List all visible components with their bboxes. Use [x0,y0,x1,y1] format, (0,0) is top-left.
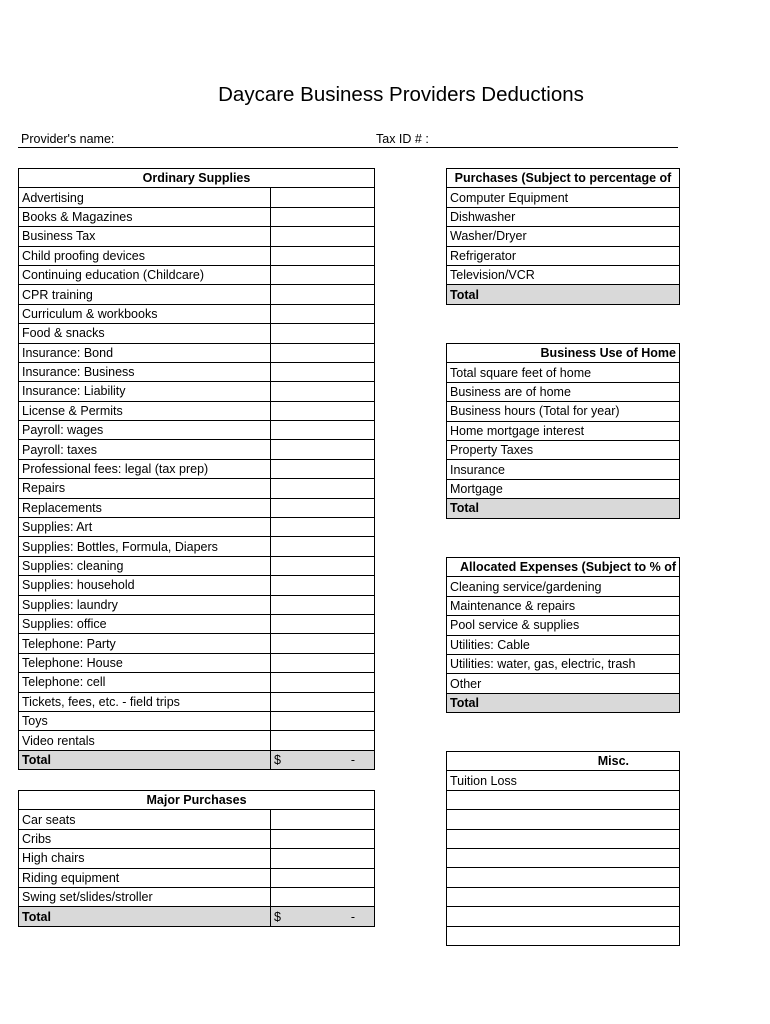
major-purchases-item-label: Swing set/slides/stroller [19,887,271,906]
ordinary-supplies-amount-cell[interactable] [271,692,375,711]
misc-row [447,790,680,809]
ordinary-supplies-row [19,207,375,226]
business-use-item[interactable]: Property Taxes [447,440,680,459]
major-purchases-item-label: High chairs [19,849,271,868]
ordinary-supplies-row [19,614,375,633]
misc-row [447,926,680,945]
ordinary-supplies-amount-cell[interactable] [271,673,375,692]
tax-id-label: Tax ID # : [376,132,429,146]
ordinary-supplies-amount-cell[interactable] [271,537,375,556]
ordinary-supplies-amount-cell[interactable] [271,227,375,246]
ordinary-supplies-amount-cell[interactable] [271,246,375,265]
ordinary-supplies-amount-cell[interactable] [271,459,375,478]
ordinary-supplies-row [19,498,375,517]
major-purchases-row [19,810,375,829]
misc-item[interactable] [447,810,680,829]
ordinary-supplies-row [19,711,375,730]
ordinary-supplies-amount-cell[interactable] [271,556,375,575]
ordinary-supplies-item-label: Child proofing devices [19,246,271,265]
ordinary-supplies-amount-cell[interactable] [271,421,375,440]
allocated-expenses-table [446,557,680,713]
allocated-expenses-row [447,635,680,654]
business-use-row [447,363,680,382]
major-purchases-total-value [274,908,371,926]
allocated-expenses-item[interactable]: Other [447,674,680,693]
allocated-expenses-row [447,596,680,615]
ordinary-supplies-row [19,246,375,265]
purchases-row [447,246,680,265]
ordinary-supplies-amount-cell[interactable] [271,362,375,381]
misc-item[interactable] [447,926,680,945]
ordinary-supplies-row [19,653,375,672]
ordinary-supplies-row [19,382,375,401]
allocated-expenses-row [447,577,680,596]
ordinary-supplies-item-label: Supplies: Bottles, Formula, Diapers [19,537,271,556]
allocated-expenses-total-label: Total [447,693,680,712]
major-purchases-header: Major Purchases [19,791,375,810]
business-use-item[interactable]: Insurance [447,460,680,479]
allocated-expenses-item[interactable]: Cleaning service/gardening [447,577,680,596]
purchases-row [447,188,680,207]
total-value: - [350,909,356,924]
allocated-expenses-row [447,654,680,673]
misc-row [447,868,680,887]
purchases-item[interactable]: Computer Equipment [447,188,680,207]
ordinary-supplies-total-row [19,750,375,769]
business-use-item[interactable]: Mortgage [447,479,680,498]
major-purchases-table [18,790,375,927]
ordinary-supplies-row [19,343,375,362]
purchases-item[interactable]: Television/VCR [447,265,680,284]
misc-row [447,810,680,829]
major-purchases-row [19,887,375,906]
ordinary-supplies-header: Ordinary Supplies [19,169,375,188]
ordinary-supplies-row [19,421,375,440]
ordinary-supplies-item-label: Payroll: taxes [19,440,271,459]
ordinary-supplies-item-label: Supplies: household [19,576,271,595]
major-purchases-amount-cell[interactable] [271,829,375,848]
purchases-row [447,227,680,246]
ordinary-supplies-amount-cell[interactable] [271,595,375,614]
ordinary-supplies-row [19,731,375,750]
allocated-expenses-item[interactable]: Pool service & supplies [447,616,680,635]
tax-id-field[interactable] [372,147,678,148]
ordinary-supplies-amount-cell[interactable] [271,207,375,226]
providers-name-label: Provider's name: [21,132,115,146]
allocated-expenses-item[interactable]: Utilities: Cable [447,635,680,654]
ordinary-supplies-amount-cell[interactable] [271,731,375,750]
purchases-item[interactable]: Dishwasher [447,207,680,226]
business-use-row [447,460,680,479]
ordinary-supplies-row [19,188,375,207]
misc-item[interactable] [447,848,680,867]
major-purchases-row [19,849,375,868]
ordinary-supplies-row [19,324,375,343]
ordinary-supplies-table [18,168,375,770]
misc-item[interactable] [447,829,680,848]
ordinary-supplies-row [19,556,375,575]
ordinary-supplies-item-label: Payroll: wages [19,421,271,440]
ordinary-supplies-row [19,537,375,556]
allocated-expenses-header: Allocated Expenses (Subject to % of [447,558,680,577]
misc-item[interactable]: Tuition Loss [447,771,680,790]
misc-item[interactable] [447,790,680,809]
page-title: Daycare Business Providers Deductions [218,83,584,106]
ordinary-supplies-amount-cell[interactable] [271,518,375,537]
misc-row [447,771,680,790]
major-purchases-amount-cell[interactable] [271,868,375,887]
ordinary-supplies-amount-cell[interactable] [271,653,375,672]
business-use-row [447,421,680,440]
ordinary-supplies-item-label: Supplies: cleaning [19,556,271,575]
ordinary-supplies-amount-cell[interactable] [271,382,375,401]
ordinary-supplies-amount-cell[interactable] [271,576,375,595]
ordinary-supplies-amount-cell[interactable] [271,265,375,284]
ordinary-supplies-amount-cell[interactable] [271,634,375,653]
business-use-row [447,440,680,459]
major-purchases-total-row [19,907,375,926]
ordinary-supplies-item-label: Advertising [19,188,271,207]
purchases-row [447,265,680,284]
ordinary-supplies-row [19,518,375,537]
business-use-item[interactable]: Total square feet of home [447,363,680,382]
ordinary-supplies-amount-cell[interactable] [271,479,375,498]
misc-item[interactable] [447,868,680,887]
total-value: - [350,752,356,767]
ordinary-supplies-row [19,595,375,614]
business-use-row [447,479,680,498]
business-use-row [447,402,680,421]
ordinary-supplies-row [19,692,375,711]
ordinary-supplies-amount-cell[interactable] [271,401,375,420]
ordinary-supplies-row [19,673,375,692]
ordinary-supplies-item-label: Toys [19,711,271,730]
business-use-total-label: Total [447,499,680,518]
misc-row [447,829,680,848]
major-purchases-row [19,868,375,887]
business-use-row [447,382,680,401]
ordinary-supplies-amount-cell[interactable] [271,498,375,517]
business-use-table [446,343,680,519]
allocated-expenses-row [447,674,680,693]
business-use-item[interactable]: Home mortgage interest [447,421,680,440]
major-purchases-row [19,829,375,848]
ordinary-supplies-row [19,401,375,420]
ordinary-supplies-amount-cell[interactable] [271,711,375,730]
purchases-item[interactable]: Refrigerator [447,246,680,265]
ordinary-supplies-item-label: Tickets, fees, etc. - field trips [19,692,271,711]
ordinary-supplies-item-label: Telephone: cell [19,673,271,692]
ordinary-supplies-row [19,227,375,246]
ordinary-supplies-item-label: License & Permits [19,401,271,420]
ordinary-supplies-item-label: Curriculum & workbooks [19,304,271,323]
ordinary-supplies-item-label: Books & Magazines [19,207,271,226]
ordinary-supplies-amount-cell[interactable] [271,343,375,362]
misc-item[interactable] [447,887,680,906]
ordinary-supplies-item-label: Food & snacks [19,324,271,343]
ordinary-supplies-amount-cell[interactable] [271,188,375,207]
ordinary-supplies-item-label: Supplies: Art [19,518,271,537]
ordinary-supplies-amount-cell[interactable] [271,324,375,343]
ordinary-supplies-item-label: Insurance: Bond [19,343,271,362]
ordinary-supplies-amount-cell[interactable] [271,285,375,304]
misc-row [447,848,680,867]
purchases-total-label: Total [447,285,680,304]
currency-symbol: $ [274,752,281,767]
currency-symbol: $ [274,909,281,924]
ordinary-supplies-row [19,265,375,284]
misc-table [446,751,680,946]
major-purchases-item-label: Cribs [19,829,271,848]
ordinary-supplies-total-label: Total [19,750,271,769]
allocated-expenses-item[interactable]: Maintenance & repairs [447,596,680,615]
ordinary-supplies-total-value [274,751,371,769]
ordinary-supplies-row [19,634,375,653]
misc-header: Misc. [447,752,680,771]
major-purchases-total-label: Total [19,907,271,926]
misc-row [447,887,680,906]
ordinary-supplies-item-label: Insurance: Liability [19,382,271,401]
ordinary-supplies-item-label: Supplies: laundry [19,595,271,614]
ordinary-supplies-item-label: Replacements [19,498,271,517]
providers-name-field[interactable] [18,147,378,148]
major-purchases-amount-cell[interactable] [271,810,375,829]
ordinary-supplies-item-label: Business Tax [19,227,271,246]
ordinary-supplies-item-label: CPR training [19,285,271,304]
ordinary-supplies-amount-cell[interactable] [271,614,375,633]
ordinary-supplies-row [19,459,375,478]
ordinary-supplies-item-label: Telephone: Party [19,634,271,653]
ordinary-supplies-item-label: Supplies: office [19,614,271,633]
business-use-total-row [447,499,680,518]
ordinary-supplies-amount-cell[interactable] [271,304,375,323]
major-purchases-item-label: Riding equipment [19,868,271,887]
major-purchases-total-amount [271,907,375,926]
ordinary-supplies-item-label: Video rentals [19,731,271,750]
purchases-item[interactable]: Washer/Dryer [447,227,680,246]
ordinary-supplies-amount-cell[interactable] [271,440,375,459]
purchases-table [446,168,680,305]
ordinary-supplies-row [19,576,375,595]
major-purchases-item-label: Car seats [19,810,271,829]
ordinary-supplies-item-label: Professional fees: legal (tax prep) [19,459,271,478]
ordinary-supplies-item-label: Repairs [19,479,271,498]
ordinary-supplies-row [19,285,375,304]
ordinary-supplies-item-label: Continuing education (Childcare) [19,265,271,284]
misc-row [447,907,680,926]
purchases-total-row [447,285,680,304]
allocated-expenses-item[interactable]: Utilities: water, gas, electric, trash [447,654,680,673]
purchases-header: Purchases (Subject to percentage of [447,169,680,188]
major-purchases-amount-cell[interactable] [271,887,375,906]
ordinary-supplies-item-label: Telephone: House [19,653,271,672]
major-purchases-amount-cell[interactable] [271,849,375,868]
allocated-expenses-total-row [447,693,680,712]
business-use-header: Business Use of Home [447,344,680,363]
ordinary-supplies-item-label: Insurance: Business [19,362,271,381]
allocated-expenses-row [447,616,680,635]
business-use-item[interactable]: Business are of home [447,382,680,401]
ordinary-supplies-total-amount [271,750,375,769]
ordinary-supplies-row [19,479,375,498]
purchases-row [447,207,680,226]
misc-item[interactable] [447,907,680,926]
ordinary-supplies-row [19,362,375,381]
ordinary-supplies-row [19,440,375,459]
ordinary-supplies-row [19,304,375,323]
business-use-item[interactable]: Business hours (Total for year) [447,402,680,421]
